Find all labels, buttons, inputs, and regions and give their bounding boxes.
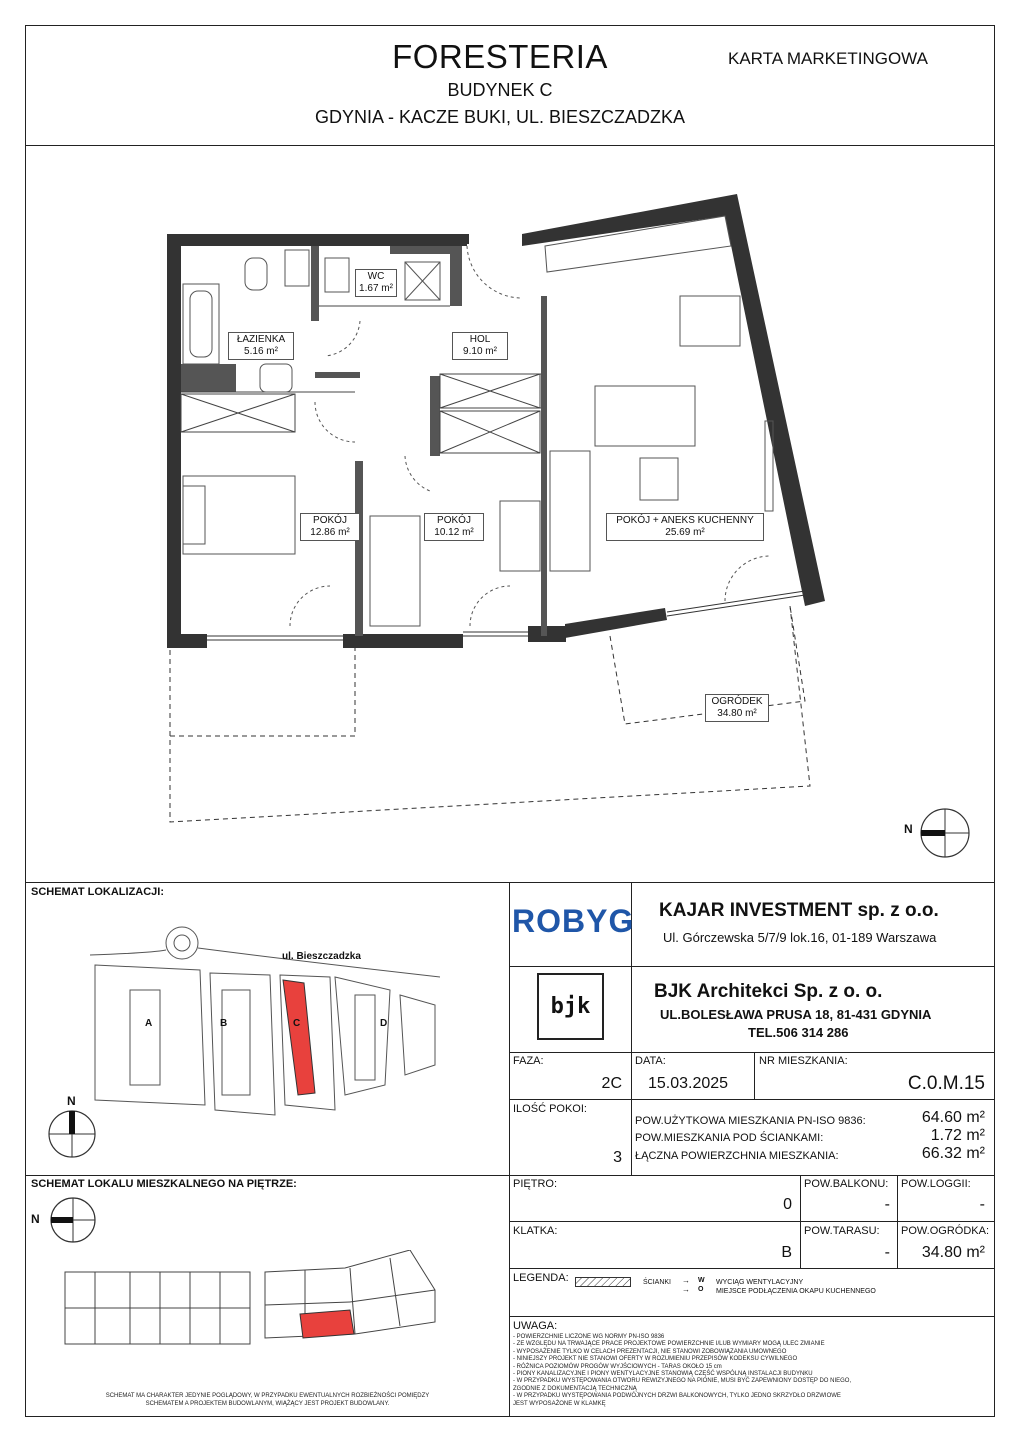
legend-vent: WYCIĄG WENTYLACYJNY [716,1279,804,1286]
notes-list [513,1334,983,1408]
room-bedroom-1-name: POKÓJ [313,515,347,526]
note-line: - POWIERZCHNIE LICZONE WG NORMY PN-ISO 9836 [513,1334,665,1340]
details-row-divider [509,1099,995,1100]
details-col-divider [631,1052,632,1175]
room-bedroom-2-name: POKÓJ [437,515,471,526]
room-garden-name: OGRÓDEK [711,696,763,707]
pow-scianki-value: 1.72 m² [930,1127,985,1144]
card-type: KARTA MARKETINGOWA [728,49,928,68]
compass-north-label: N [904,822,913,836]
balkon-label: POW.BALKONU: [804,1178,889,1190]
faza-label: FAZA: [513,1055,544,1067]
taras-label: POW.TARASU: [804,1225,880,1237]
note-line: JEST WYPOSAŻONE W KLAMKĘ [513,1400,606,1407]
legend-walls: ŚCIANKI [643,1279,672,1286]
building-a-label: A [145,1018,153,1029]
data-label: DATA: [635,1055,666,1067]
left-section-divider [25,1175,510,1176]
room-bathroom [228,332,294,360]
bottom-center-divider [509,882,510,1417]
bjk-logo: bjk [537,973,604,1040]
legend-w-mark: W [698,1277,705,1284]
furniture [183,216,773,626]
loggia-value: - [979,1196,985,1213]
architect-phone: TEL.506 314 286 [748,1025,849,1040]
room-wc [355,269,397,297]
building-name: BUDYNEK C [447,80,553,100]
project-title: FORESTERIA [392,38,608,75]
site-street-label: ul. Bieszczadzka [282,951,361,962]
robyg-logo: ROBYG [512,903,635,939]
floor-compass-icon [48,1195,98,1245]
room-bathroom-name: ŁAZIENKA [236,334,286,345]
note-line: - W PRZYPADKU WYSTĘPOWANIA PODWÓJNYCH DRZWI BALKONOWYCH, TYLKO JEDNO SKRZYDŁO DRZWIOWE [513,1393,841,1400]
floor-compass-north: N [31,1212,40,1226]
pow-laczna-label: ŁĄCZNA POWIERZCHNIA MIESZKANIA: [635,1150,839,1162]
interior-walls [181,246,547,636]
ogrodek-label: POW.OGRÓDKA: [901,1225,990,1237]
legend-divider [509,1316,995,1317]
architect-divider [509,1052,995,1053]
pokoje-value: 3 [613,1149,622,1166]
room-bedroom-2-area: 10.12 m² [434,527,474,538]
room-wc-area: 1.67 m² [359,283,393,294]
data-value: 15.03.2025 [648,1075,729,1092]
room-hall-name: HOL [469,334,491,345]
pow-uzytkowa-label: POW.UŻYTKOWA MIESZKANIA PN-ISO 9836: [635,1115,866,1127]
note-line: - NINIEJSZY PROJEKT NIE STANOWI OFERTY W ROZUMIENIU PRZEPISÓW KODEKSU CYWILNEGO [513,1356,798,1363]
details-col-divider-2 [754,1052,755,1099]
klatka-label: KLATKA: [513,1225,558,1237]
site-compass-icon [46,1108,98,1160]
pietro-value: 0 [783,1196,792,1213]
pow-laczna-value: 66.32 m² [921,1145,985,1162]
pow-uzytkowa-value: 64.60 m² [921,1109,985,1126]
windows [207,591,805,640]
klatka-value: B [781,1244,792,1261]
bottom-divider [25,882,995,883]
room-bedroom-1 [300,513,360,541]
note-line: - RÓŻNICA POZIOMÓW PROGÓW WYJŚCIOWYCH - TARAS OKOŁO 15 cm [513,1363,722,1370]
building-b-label: B [220,1018,228,1029]
floor-plan [25,146,995,881]
note-line: - W PRZYPADKU WYSTĘPOWANIA OTWORU REWIZYJNEGO NA PIONIE, MUSI BYĆ ZAPEWNIONY DOSTĘP DO NIEGO, [513,1378,852,1385]
site-scheme-heading: SCHEMAT LOKALIZACJI: [31,886,165,898]
pokoje-label: ILOŚĆ POKOI: [513,1103,587,1115]
taras-value: - [884,1244,890,1261]
note-line: ZGODNIE Z DOKUMENTACJĄ TECHNICZNĄ [513,1385,637,1392]
room-bedroom-2 [424,513,484,541]
nr-value: C.0.M.15 [907,1073,985,1094]
architect-address: UL.BOLESŁAWA PRUSA 18, 81-431 GDYNIA [660,1007,932,1022]
investor-address: Ul. Górczewska 5/7/9 lok.16, 01-189 Warszawa [663,930,937,945]
nr-label: NR MIESZKANIA: [759,1055,848,1067]
balkon-value: - [884,1196,890,1213]
note-line: - ZE WZGLĘDU NA TRWAJĄCE PRACE PROJEKTOWE POWIERZCHNIE I/LUB WYMIARY MOGĄ ULEC ZMIANIE [513,1341,825,1348]
ogrodek-value: 34.80 m² [921,1244,985,1261]
architect-name: BJK Architekci Sp. z o. o. [654,981,883,1002]
investor-name: KAJAR INVESTMENT sp. z o.o. [659,900,939,921]
wall-hatch-icon [575,1277,631,1287]
legend-hood: MIEJSCE PODŁĄCZENIA OKAPU KUCHENNEGO [716,1288,876,1295]
room-hall [452,332,508,360]
room-living-kitchen-name: POKÓJ + ANEKS KUCHENNY [616,515,754,526]
pow-scianki-label: POW.MIESZKANIA POD ŚCIANKAMI: [635,1132,824,1144]
note-line: - WYPOSAŻENIE TYLKO W CELACH PREZENTACJI, NIE STANOWI ZOBOWIĄZANIA UMOWNEGO [513,1348,787,1355]
footnote-line-2: SCHEMATEM A PROJEKTEM BUDOWLANYM, WIĄŻĄCY JEST PROJEKT BUDOWLANY. [145,1401,390,1407]
faza-value: 2C [601,1075,622,1092]
room-bedroom-1-area: 12.86 m² [310,527,350,538]
building-c-label: C [293,1018,301,1029]
details-row-divider-3 [509,1221,995,1222]
footnote-line-1: SCHEMAT MA CHARAKTER JEDYNIE POGLĄDOWY, W PRZYPADKU EWENTUALNYCH ROZBIEŻNOŚCI POMIĘDZY [105,1393,430,1399]
note-line: - PIONY KANALIZACYJNE I PIONY WENTYLACYJNE STANOWIĄ CZĘŚĆ WSPÓLNĄ INSTALACJI BUDYNKU [513,1371,813,1378]
loggia-label: POW.LOGGII: [901,1178,971,1190]
pietro-label: PIĘTRO: [513,1178,558,1190]
details-row-divider-2 [509,1175,995,1176]
room-bathroom-area: 5.16 m² [244,346,278,357]
vent-arrow-icon: → [682,1276,690,1285]
legend-o-mark: O [698,1286,704,1293]
room-hall-area: 9.10 m² [463,346,497,357]
investor-divider [509,966,995,967]
room-living-kitchen [606,513,764,541]
floor-scheme-map [60,1250,440,1350]
building-d-label: D [380,1018,388,1029]
room-wc-name: WC [367,271,385,282]
room-garden [705,694,769,722]
compass-icon [918,806,972,860]
hood-arrow-icon: → [682,1285,690,1294]
floor-scheme-heading: SCHEMAT LOKALU MIESZKALNEGO NA PIĘTRZE: [31,1178,297,1190]
details-row-divider-4 [509,1268,995,1269]
site-scheme-map [90,915,450,1145]
legend-label: LEGENDA: [513,1272,569,1284]
notes-label: UWAGA: [513,1320,558,1332]
site-compass-north: N [67,1094,76,1108]
floor-scheme-footnote [40,1392,495,1408]
room-living-kitchen-area: 25.69 m² [665,527,705,538]
room-garden-area: 34.80 m² [717,708,757,719]
project-location: GDYNIA - KACZE BUKI, UL. BIESZCZADZKA [314,107,686,127]
